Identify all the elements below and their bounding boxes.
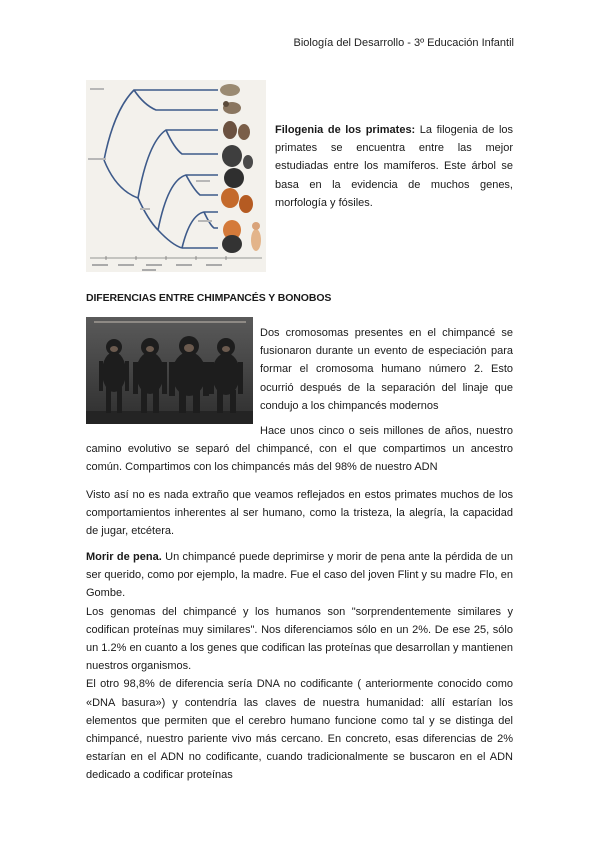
- grief-and-genome-block: [86, 548, 513, 785]
- genomes-paragraph: Los genomas del chimpancé y los humanos son "sorprendentemente similares y codifican proteínas muy similares". Nos diferenciamos sólo en un 2%. De ese 25, sólo un 1.2% en cuanto a los genes que codifican las proteínas que desarrollan y mantienen nuestros organismos.: [86, 605, 513, 673]
- chromosome-paragraph: Dos cromosomas presentes en el chimpancé se fusionaron durante un evento de especiación para formar el cromosoma humano número 2. Esto ocurrió después de la separación del linaje que condujo a los chimpancés modernos: [260, 327, 513, 412]
- ancestor-paragraph: Hace unos cinco o seis millones de años, nuestro camino evolutivo se separó del chimpancé, con el que compartimos un ancestro común. Compartimos con los chimpancés más del 98% de nuestro ADN: [86, 425, 513, 474]
- behaviour-paragraph: Visto así no es nada extraño que veamos reflejados en estos primates muchos de los comportamientos inherentes al ser humano, como la tristeza, la alegría, la capacidad de jugar, etcétera.: [86, 489, 513, 538]
- grief-title: Morir de pena.: [86, 551, 162, 563]
- noncoding-paragraph: El otro 98,8% de diferencia sería DNA no codificante ( anteriormente conocido como «DNA basura») y contendría las claves de nuestra humanidad: allí estarían los elementos que permiten que el cerebro humano funcione como tal y se distinga del chimpancé, nuestro pariente vivo más cercano. En concreto, esas diferencias de 2% estarían en el ADN no codificante, cuando tradicionalmente se buscaron en el ADN dedicado a codificar proteínas: [86, 678, 513, 782]
- section-heading: DIFERENCIAS ENTRE CHIMPANCÉS Y BONOBOS: [86, 292, 332, 304]
- grief-paragraph: [86, 548, 513, 603]
- grief-body: Un chimpancé puede deprimirse y morir de pena ante la pérdida de un ser querido, como por ejemplo, la madre. Fue el caso del joven Flint y su madre Flo, en Gombe.: [86, 551, 513, 600]
- phylogeny-body: La filogenia de los primates se encuentra entre las mejor estudiadas entre los mamíferos. Este árbol se basa en la evidencia de muchos genes, morfología y fósiles.: [275, 124, 514, 209]
- phylogeny-figure: [86, 80, 266, 272]
- phylogeny-title: Filogenia de los primates:: [275, 124, 416, 136]
- chimpanzee-photo: [86, 317, 253, 424]
- phylogeny-paragraph: [275, 121, 513, 212]
- page-header: Biología del Desarrollo - 3º Educación Infantil: [293, 37, 514, 49]
